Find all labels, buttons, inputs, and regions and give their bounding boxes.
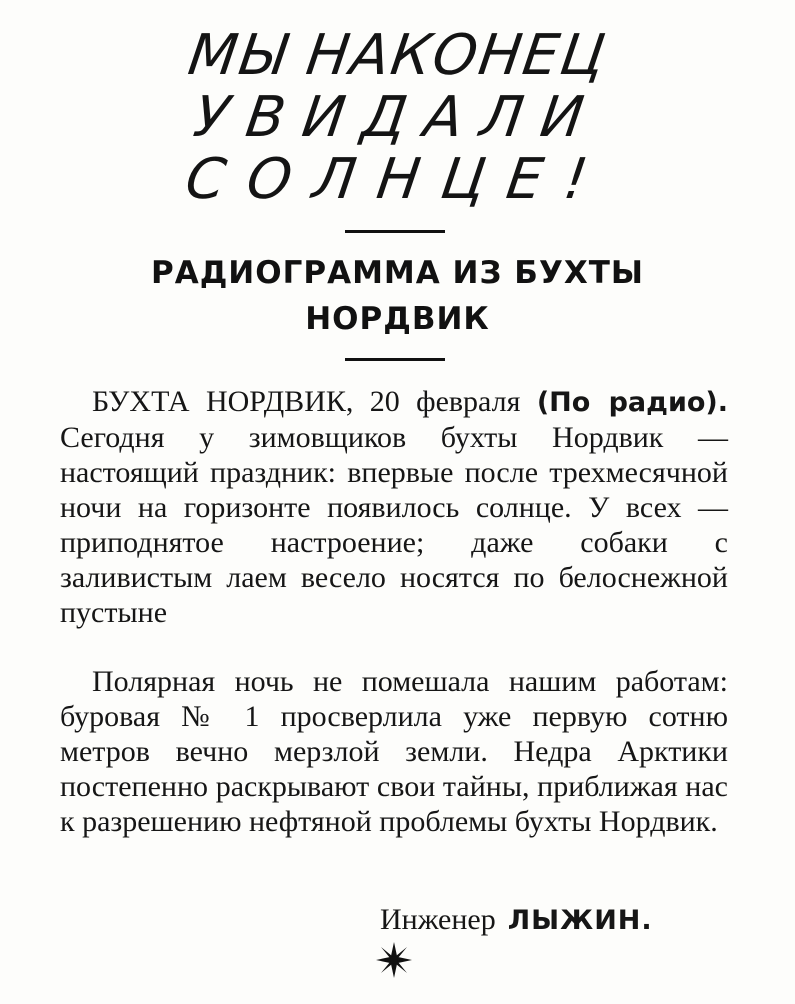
signature-title: Инженер bbox=[380, 903, 496, 936]
divider-rule-bottom bbox=[345, 358, 445, 361]
article-paragraph-2: Полярная ночь не помешала нашим работам: буровая № 1 просверлила уже первую сотню метров вечно мерзлой земли. Недра Арктики постепенно раскрывают свои тайны, приближая нас к разрешению нефтяной проблемы бухты Нордвик. bbox=[60, 665, 728, 838]
divider-rule-top bbox=[345, 230, 445, 233]
subheadline-line-2: НОРДВИК bbox=[305, 301, 490, 337]
article-paragraph-1 bbox=[60, 384, 728, 630]
signature-name: ЛЫЖИН. bbox=[507, 905, 653, 936]
article-dateline: БУХТА НОРДВИК, 20 февраля bbox=[92, 385, 521, 418]
subheadline-line-1: РАДИОГРАММА ИЗ БУХТЫ bbox=[150, 255, 645, 291]
headline-line-1: МЫ НАКОНЕЦ bbox=[184, 23, 611, 88]
star-ornament-icon bbox=[374, 940, 414, 980]
signature bbox=[380, 900, 720, 941]
headline-line-2: УВИДАЛИ bbox=[189, 85, 606, 150]
article-paragraph-1-text: Сегодня у зимовщиков бухты Нордвик — настоящий праздник: впервые после трехмесячной ночи на горизонте появилось солнце. У всех — приподнятое настроение; даже собаки с заливистым лаем весело носятся по белоснежной пустыне bbox=[60, 421, 728, 629]
article-source: (По радио). bbox=[536, 387, 729, 418]
headline-line-3: СОЛНЦЕ! bbox=[181, 147, 614, 212]
